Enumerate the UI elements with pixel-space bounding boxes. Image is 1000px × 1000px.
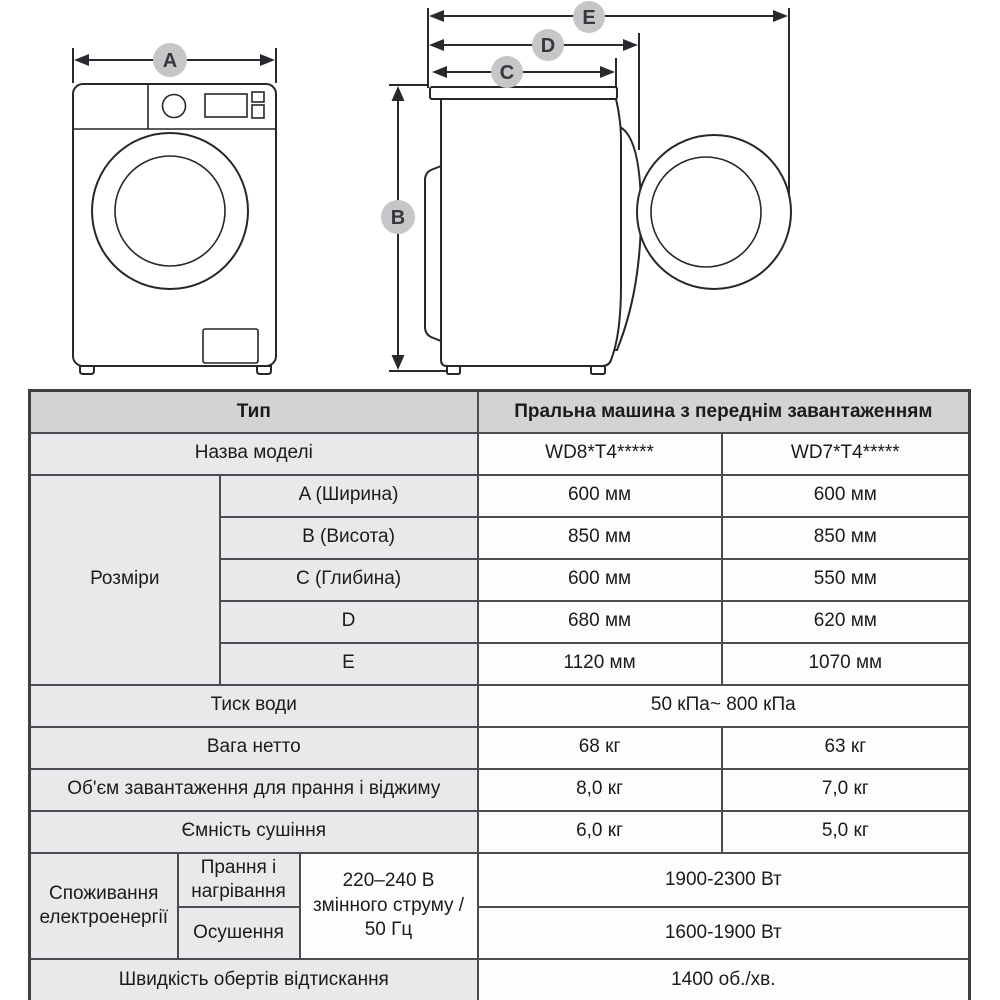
dim-a-value-2: 600 мм <box>722 475 970 517</box>
dim-a-value-1: 600 мм <box>478 475 722 517</box>
power-supply-cell: 220–240 В змінного струму / 50 Гц <box>300 853 478 960</box>
side-top-lid <box>430 87 617 99</box>
dim-label-e: E <box>582 7 596 29</box>
model-value-2: WD7*T4***** <box>722 433 970 475</box>
row-model <box>30 433 970 475</box>
dry-capacity-label: Ємність сушіння <box>30 811 478 853</box>
side-foot-right <box>591 366 605 374</box>
row-type <box>30 391 970 433</box>
type-label-cell: Тип <box>30 391 478 433</box>
power-wash-value: 1900-2300 Вт <box>478 853 970 908</box>
dim-b-value-1: 850 мм <box>478 517 722 559</box>
side-back-panel <box>425 166 441 341</box>
row-dry-capacity <box>30 811 970 853</box>
dim-d-value-2: 620 мм <box>722 601 970 643</box>
dim-e-value-1: 1120 мм <box>478 643 722 685</box>
side-view <box>381 1 791 374</box>
front-foot-left <box>80 366 94 374</box>
dim-b-value-2: 850 мм <box>722 517 970 559</box>
net-weight-value-1: 68 кг <box>478 727 722 769</box>
dim-label-c: C <box>499 62 515 84</box>
spin-speed-label: Швидкість обертів відтискання <box>30 959 478 1000</box>
dim-b-label: B (Висота) <box>220 517 478 559</box>
dim-d-value-1: 680 мм <box>478 601 722 643</box>
dim-label-a: A <box>162 50 178 72</box>
dry-capacity-value-2: 5,0 кг <box>722 811 970 853</box>
power-group-cell: Споживання електроенергії <box>30 853 178 960</box>
dim-c-value-1: 600 мм <box>478 559 722 601</box>
power-wash-label: Прання і нагрівання <box>178 853 300 908</box>
row-dim-a <box>30 475 970 517</box>
row-spin-speed <box>30 959 970 1000</box>
spec-table <box>28 389 971 1000</box>
water-pressure-value: 50 кПа~ 800 кПа <box>478 685 970 727</box>
dim-e-label: E <box>220 643 478 685</box>
model-label-cell: Назва моделі <box>30 433 478 475</box>
dim-e-value-2: 1070 мм <box>722 643 970 685</box>
spin-speed-value: 1400 об./хв. <box>478 959 970 1000</box>
wash-capacity-value-1: 8,0 кг <box>478 769 722 811</box>
power-dry-label: Осушення <box>178 907 300 959</box>
model-value-1: WD8*T4***** <box>478 433 722 475</box>
wash-capacity-label: Об'єм завантаження для прання і віджиму <box>30 769 478 811</box>
side-body <box>441 99 621 366</box>
row-power-wash <box>30 853 970 908</box>
net-weight-value-2: 63 кг <box>722 727 970 769</box>
type-value-cell: Пральна машина з переднім завантаженням <box>478 391 970 433</box>
net-weight-label: Вага нетто <box>30 727 478 769</box>
dim-c-label: C (Глибина) <box>220 559 478 601</box>
wash-capacity-value-2: 7,0 кг <box>722 769 970 811</box>
row-water-pressure <box>30 685 970 727</box>
dim-a-label: A (Ширина) <box>220 475 478 517</box>
power-dry-value: 1600-1900 Вт <box>478 907 970 959</box>
front-view <box>73 43 276 374</box>
side-foot-left <box>447 366 460 374</box>
row-net-weight <box>30 727 970 769</box>
dim-label-d: D <box>540 35 556 57</box>
row-wash-capacity <box>30 769 970 811</box>
dimensions-group-cell: Розміри <box>30 475 220 685</box>
water-pressure-label: Тиск води <box>30 685 478 727</box>
front-foot-right <box>257 366 271 374</box>
dim-c-value-2: 550 мм <box>722 559 970 601</box>
dry-capacity-value-1: 6,0 кг <box>478 811 722 853</box>
dim-d-label: D <box>220 601 478 643</box>
washer-dimension-diagram <box>0 0 1000 390</box>
dim-label-b: B <box>390 207 406 229</box>
